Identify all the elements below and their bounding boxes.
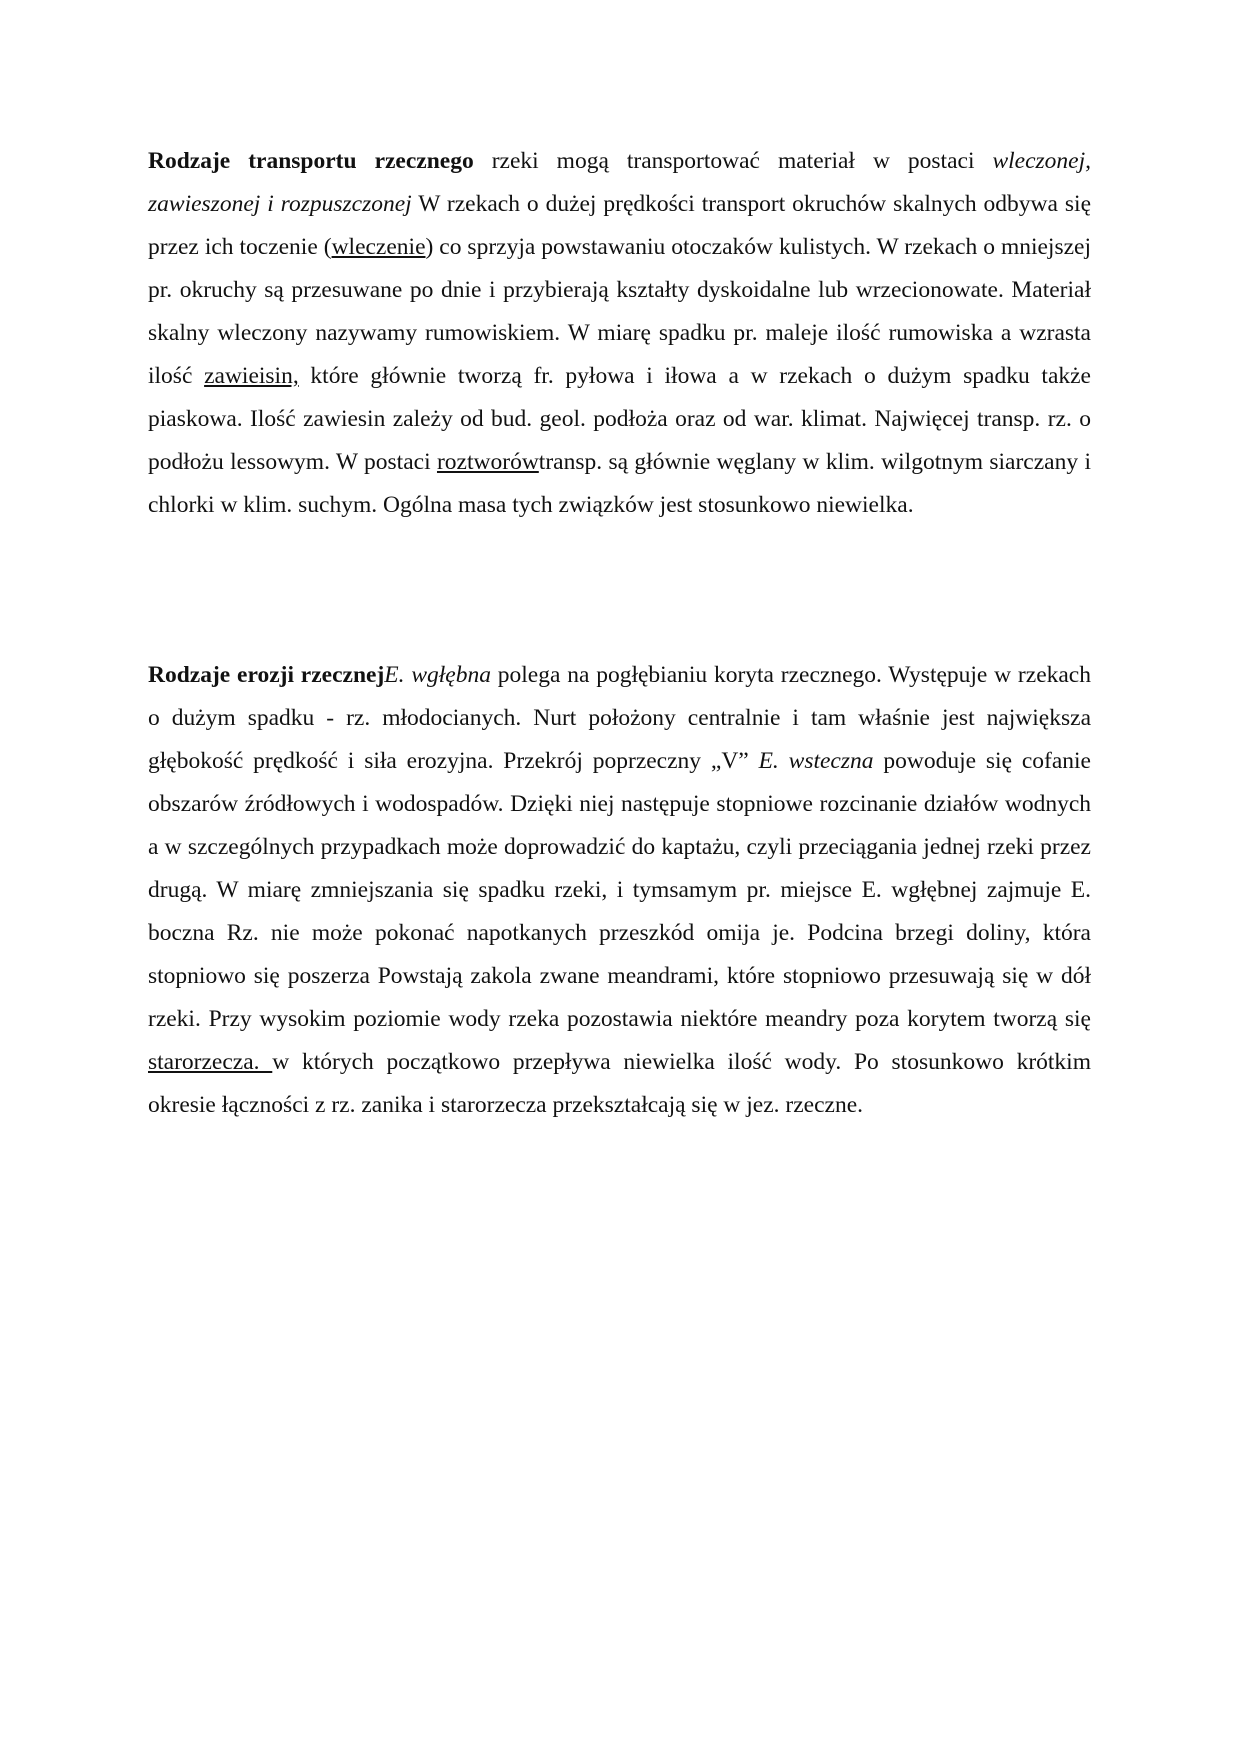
paragraph-text: ( <box>323 234 332 260</box>
paragraph-text: transp. są głównie węglany w klim. wilgotnym siarczany i chlorki w klim. suchym. Ogólna masa tych związków jest stosunkowo niewielka. <box>148 449 1091 518</box>
paragraph-text: w których początkowo przepływa niewielka ilość wody. Po stosunkowo krótkim okresie łączności z rz. zanika i starorzecza przekształcają się w jez. rzeczne. <box>148 1049 1091 1118</box>
italic-term: wleczonej, zawieszonej i rozpuszczonej <box>148 148 1092 217</box>
paragraph-text: polega na pogłębianiu koryta rzecznego. Występuje w rzekach o dużym spadku - rz. młodocianych. Nurt położony centralnie i tam właśnie jest największa głębokość prędkość i siła erozyjna. Przekrój poprzeczny „V” <box>148 662 1091 774</box>
heading-river-transport: Rodzaje transportu rzecznego <box>148 148 474 174</box>
heading-river-erosion: Rodzaje erozji rzecznej <box>148 662 385 688</box>
paragraph-text: W rzekach o dużej prędkości transport okruchów skalnych odbywa się przez ich toczenie <box>148 191 1091 260</box>
paragraph-text: ) co sprzyja powstawaniu otoczaków kulistych. W rzekach o mniejszej pr. okruchy są przesuwane po dnie i przybierają kształty dyskoidalne lub wrzecionowate. Materiał skalny wleczony nazywamy rumowiskiem. W miarę spadku pr. maleje ilość rumowiska a wzrasta ilość <box>148 234 1091 389</box>
underlined-term: zawieisin, <box>204 363 299 389</box>
paragraph-text: powoduje się cofanie obszarów źródłowych i wodospadów. Dzięki niej następuje stopniowe rozcinanie działów wodnych a w szczególnych przypadkach może doprowadzić do kaptażu, czyli przeciągania jednej rzeki przez drugą. W miarę zmniejszania się spadku rzeki, i tymsamym pr. miejsce E. wgłębnej zajmuje E. boczna Rz. nie może pokonać napotkanych przeszkód omija je. Podcina brzegi doliny, która stopniowo się poszerza Powstają zakola zwane meandrami, które stopniowo przesuwają się w dół rzeki. Przy wysokim poziomie wody rzeka pozostawia niektóre meandry poza korytem tworzą się <box>148 748 1091 1032</box>
paragraph-river-erosion <box>148 654 1091 1127</box>
italic-term: E. wsteczna <box>758 748 874 774</box>
paragraph-text: rzeki mogą transportować materiał w postaci <box>473 148 993 174</box>
paragraph-text: które głównie tworzą fr. pyłowa i iłowa a w rzekach o dużym spadku także piaskowa. Ilość zawiesin zależy od bud. geol. podłoża oraz od war. klimat. Najwięcej transp. rz. o podłożu lessowym. W postaci <box>148 363 1091 475</box>
italic-term: E. wgłębna <box>384 662 491 688</box>
underlined-term: wleczenie <box>331 234 426 260</box>
underlined-term: roztworów <box>436 449 539 475</box>
underlined-term: starorzecza. <box>148 1049 273 1075</box>
paragraph-river-transport <box>148 140 1091 527</box>
